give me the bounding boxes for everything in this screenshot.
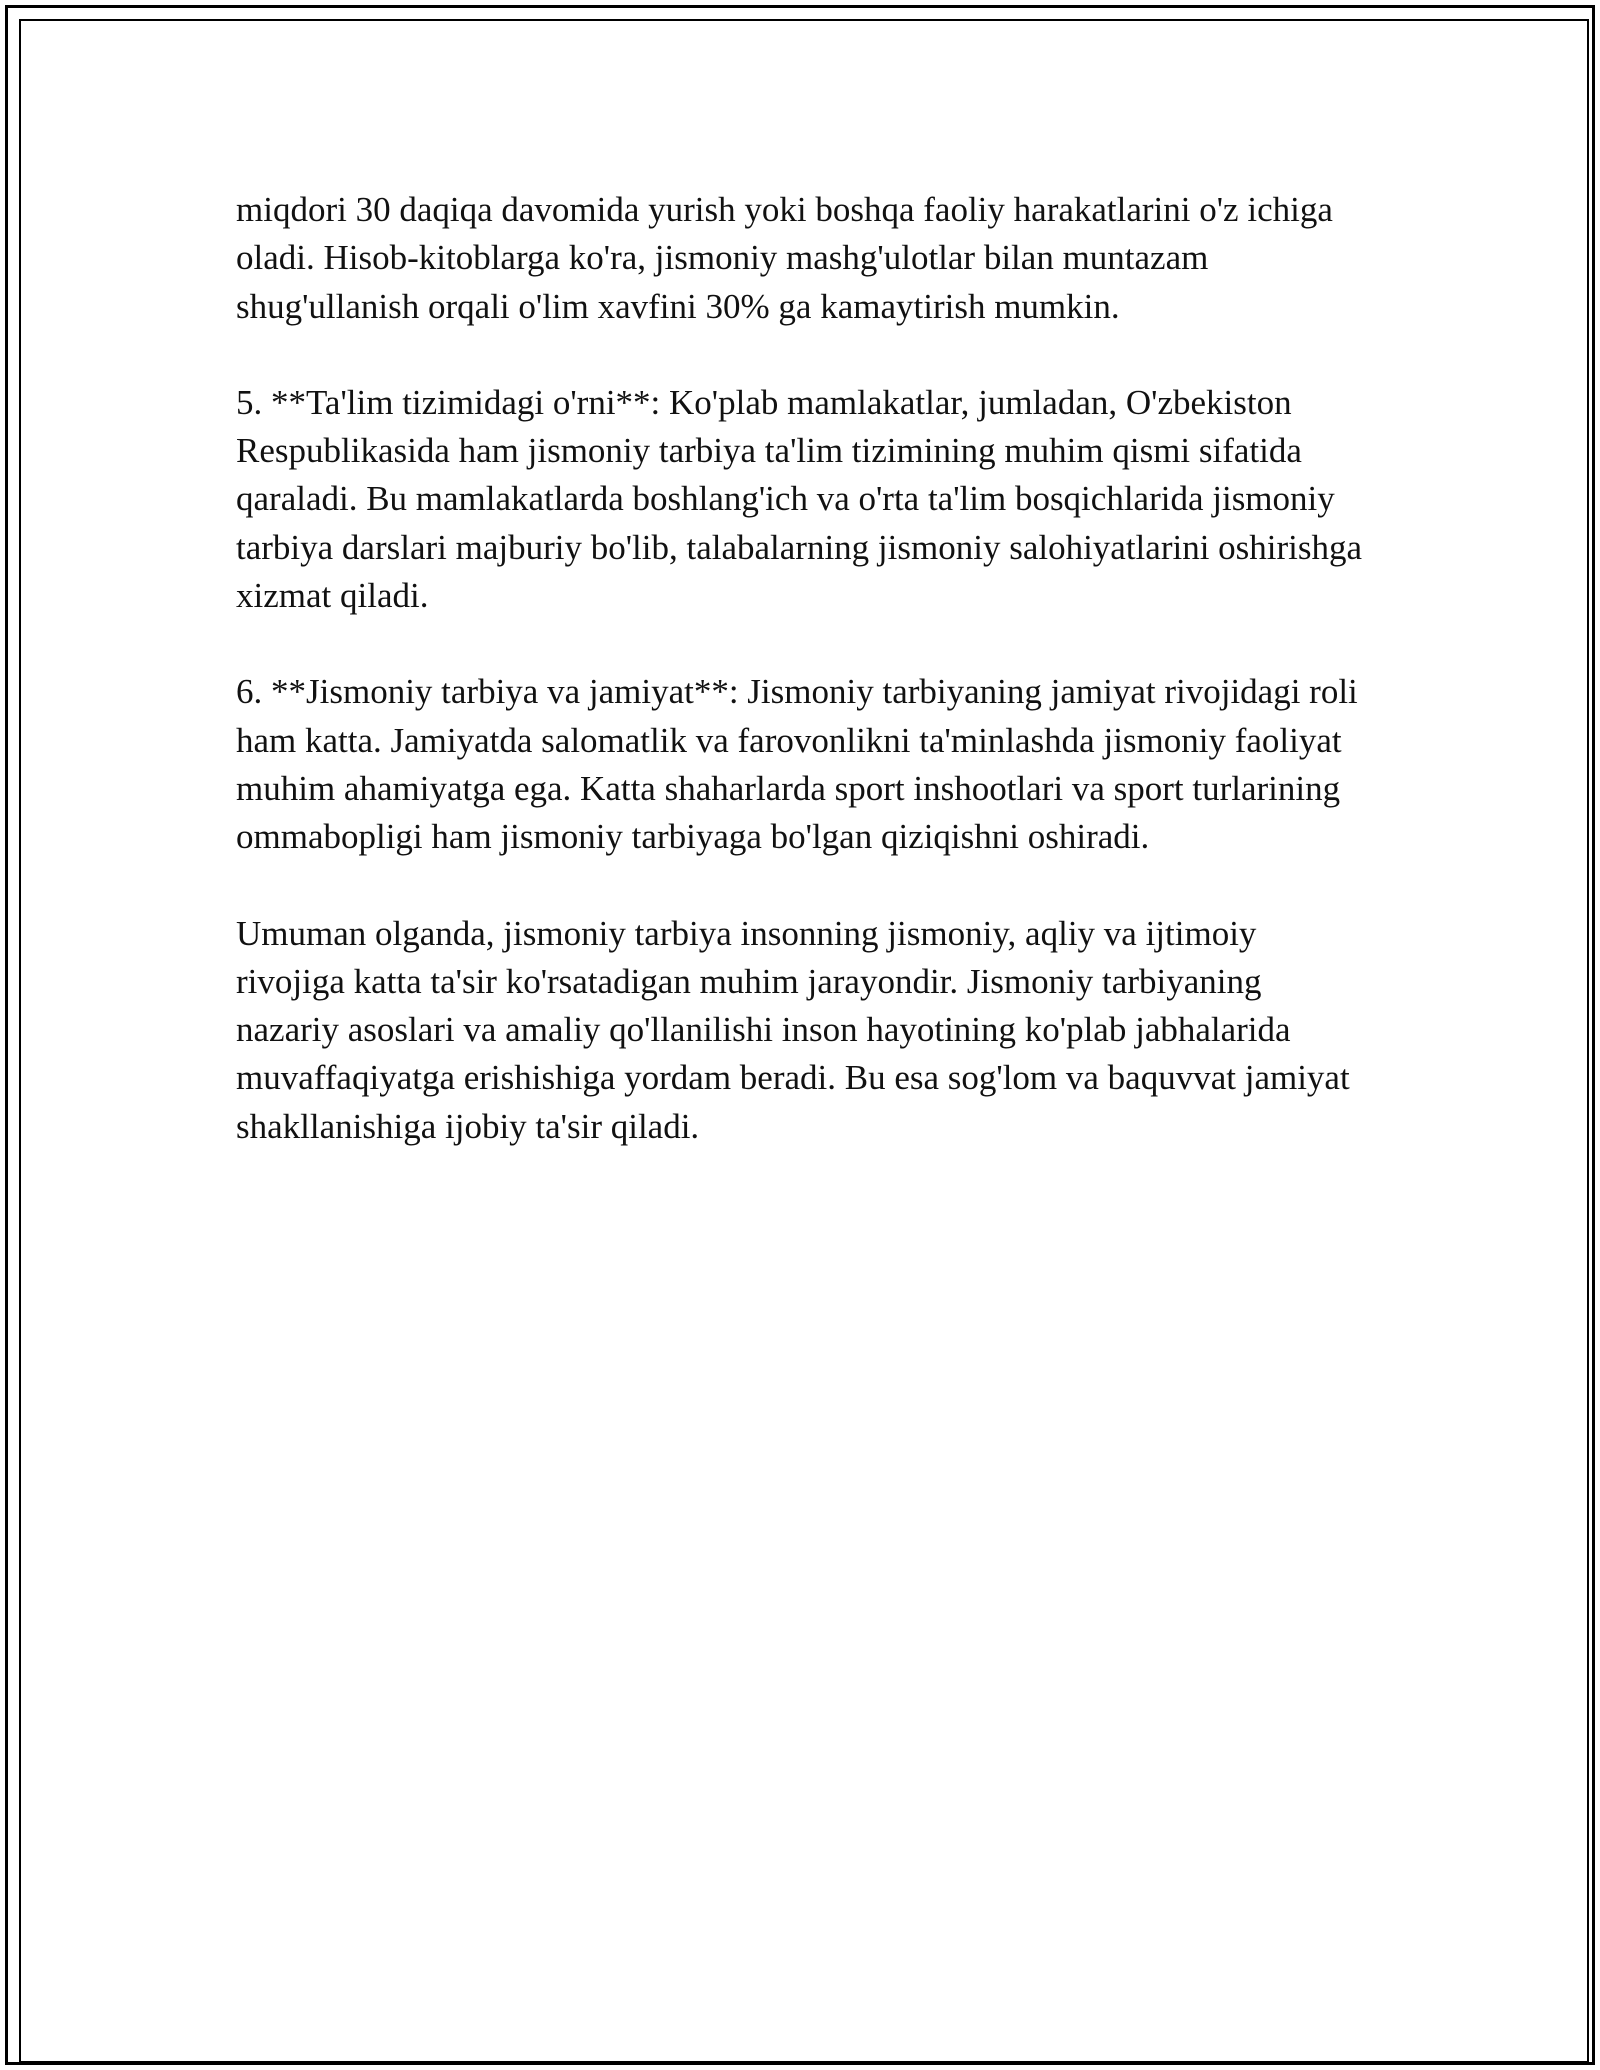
paragraph-conclusion: Umuman olganda, jismoniy tarbiya insonning jismoniy, aqliy va ijtimoiy rivojiga katta ta'sir ko'rsatadigan muhim jarayondir. Jismoniy tarbiyaning nazariy asoslari va amaliy qo'llanilishi inson hayotining ko'plab jabhalarida muvaffaqiyatga erishishiga yordam beradi. Bu esa sog'lom va baquvvat jamiyat shakllanishiga ijobiy ta'sir qiladi. <box>236 913 1350 1146</box>
paragraph-intro-continuation: miqdori 30 daqiqa davomida yurish yoki boshqa faoliy harakatlarini o'z ichiga oladi. Hisob-kitoblarga ko'ra, jismoniy mashg'ulotlar bilan muntazam shug'ullanish orqali o'lim xavfini 30% ga kamaytirish mumkin. <box>236 190 1333 326</box>
paragraph-education-role: 5. **Ta'lim tizimidagi o'rni**: Ko'plab mamlakatlar, jumladan, O'zbekiston Respublikasida ham jismoniy tarbiya ta'lim tizimining muhim qismi sifatida qaraladi. Bu mamlakatlarda boshlang'ich va o'rta ta'lim bosqichlarida jismoniy tarbiya darslari majburiy bo'lib, talabalarning jismoniy salohiyatlarini oshirishga xizmat qiladi. <box>236 382 1363 616</box>
document-body <box>236 186 1366 1199</box>
paragraph-society-role: 6. **Jismoniy tarbiya va jamiyat**: Jismoniy tarbiyaning jamiyat rivojidagi roli ham katta. Jamiyatda salomatlik va farovonlikni ta'minlashda jismoniy faoliyat muhim ahamiyatga ega. Katta shaharlarda sport inshootlari va sport turlarining ommabopligi ham jismoniy tarbiyaga bo'lgan qiziqishni oshiradi. <box>236 672 1358 857</box>
